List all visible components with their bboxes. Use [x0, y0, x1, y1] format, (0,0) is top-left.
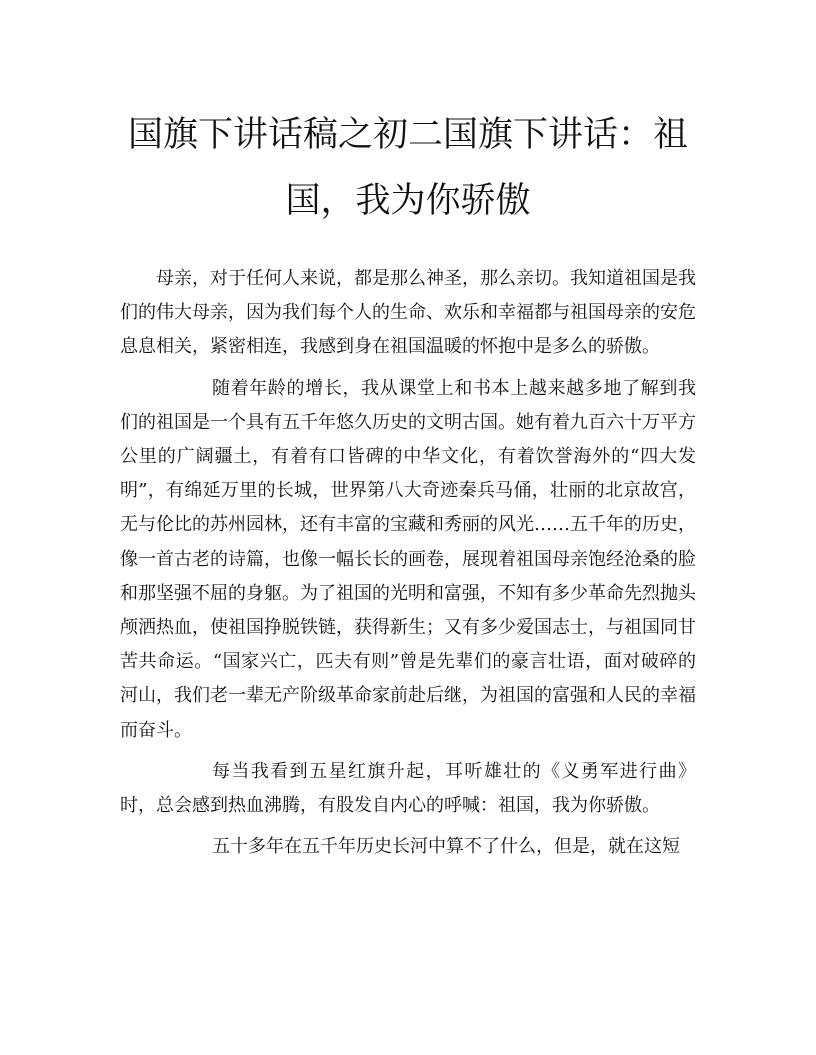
document-title: 国旗下讲话稿之初二国旗下讲话：祖国，我为你骄傲	[127, 115, 688, 221]
document-body	[120, 262, 696, 864]
paragraph-4: 五十多年在五千年历史长河中算不了什么，但是，就在这短	[212, 836, 680, 858]
paragraph-2: 随着年龄的增长，我从课堂上和书本上越来越多地了解到我们的祖国是一个具有五千年悠久历史的文明古国。她有着九百六十万平方公里的广阔疆土，有着有口皆碑的中华文化，有着饮誉海外的“四大发明”，有绵延万里的长城，世界第八大奇迹秦兵马俑，壮丽的北京故宫，无与伦比的苏州园林，还有丰富的宝藏和秀丽的风光……五千年的历史，像一首古老的诗篇，也像一幅长长的画卷，展现着祖国母亲饱经沧桑的脸和那坚强不屈的身躯。为了祖国的光明和富强，不知有多少革命先烈抛头颅洒热血，使祖国挣脱铁链，获得新生；又有多少爱国志士，与祖国同甘苦共命运。“国家兴亡，匹夫有则”曾是先辈们的豪言壮语，面对破碎的河山，我们老一辈无产阶级革命家前赴后继，为祖国的富强和人民的幸福而奋斗。	[120, 377, 696, 741]
paragraph-3: 每当我看到五星红旗升起，耳听雄壮的《义勇军进行曲》时，总会感到热血沸腾，有股发自内心的呼喊：祖国，我为你骄傲。	[120, 760, 696, 817]
paragraph-1: 母亲，对于任何人来说，都是那么神圣，那么亲切。我知道祖国是我们的伟大母亲，因为我们每个人的生命、欢乐和幸福都与祖国母亲的安危息息相关，紧密相连，我感到身在祖国温暖的怀抱中是多么的骄傲。	[120, 268, 696, 358]
